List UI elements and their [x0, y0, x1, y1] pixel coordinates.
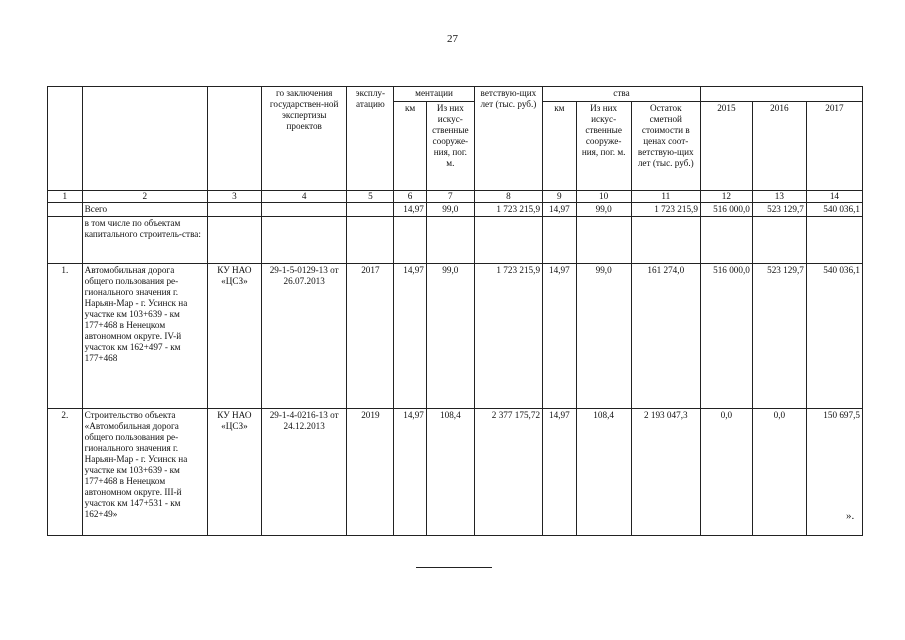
column-number: 3 — [207, 191, 261, 203]
cell-including-label: в том числе по объектам капитального строитель-ства: — [82, 217, 207, 264]
cell-empty — [700, 217, 752, 264]
cell-2016: 523 129,7 — [752, 264, 806, 409]
page-number: 27 — [447, 33, 458, 45]
cell-index: 2. — [48, 409, 83, 536]
cell-empty — [806, 217, 862, 264]
header-cost-by-years: ветствую-щих лет (тыс. руб.) — [474, 87, 542, 191]
cell-empty — [347, 217, 394, 264]
cell-empty — [207, 217, 261, 264]
column-number: 14 — [806, 191, 862, 203]
cell-object-name: Строительство объекта «Автомобильная дорога общего пользования ре-гионального значения г. Нарьян-Мар - г. Усинск на участке км 103+639 - км 177+468 в Ненецком автономном округе. III-й участок км 147+531 - км 162+49» — [82, 409, 207, 536]
cell-empty — [261, 217, 347, 264]
column-number: 6 — [394, 191, 427, 203]
cell-2015: 516 000,0 — [700, 264, 752, 409]
cell-empty — [394, 217, 427, 264]
header-km-build: км — [543, 102, 577, 191]
cell-2017: 150 697,5 — [806, 409, 862, 536]
header-remaining-cost: Остаток сметной стоимости в ценах соот-ветствую-щих лет (тыс. руб.) — [631, 102, 700, 191]
column-number: 12 — [700, 191, 752, 203]
cell-expertise: 29-1-5-0129-13 от 26.07.2013 — [261, 264, 347, 409]
column-number: 13 — [752, 191, 806, 203]
cell-2015: 516 000,0 — [700, 203, 752, 217]
column-number-row — [48, 191, 863, 203]
footer-divider — [416, 567, 492, 568]
cell-cost: 1 723 215,9 — [474, 264, 542, 409]
column-number: 1 — [48, 191, 83, 203]
header-years-group — [700, 87, 862, 102]
cell-remaining-cost: 2 193 047,3 — [631, 409, 700, 536]
cell-index — [48, 217, 83, 264]
cell-commissioning — [347, 203, 394, 217]
cell-index — [48, 203, 83, 217]
cell-cost: 1 723 215,9 — [474, 203, 542, 217]
header-expertise-conclusion: го заключения государствен-ной экспертизы проектов — [261, 87, 347, 191]
cell-object-name: Автомобильная дорога общего пользования ре-гионального значения г. Нарьян-Мар - г. Усинск на участке км 103+639 - км 177+468 в Ненецком автономном округе. IV-й участок км 162+497 - км 177+468 — [82, 264, 207, 409]
cell-remaining-cost: 161 274,0 — [631, 264, 700, 409]
cell-2017: 540 036,1 — [806, 264, 862, 409]
cell-customer: КУ НАО «ЦСЗ» — [207, 409, 261, 536]
cell-structures-build: 99,0 — [576, 203, 631, 217]
object-row-1 — [48, 264, 863, 409]
cell-empty — [543, 217, 577, 264]
including-row — [48, 217, 863, 264]
cell-2016: 0,0 — [752, 409, 806, 536]
header-cell-1 — [48, 87, 83, 191]
header-commissioning: эксплу-атацию — [347, 87, 394, 191]
column-number: 11 — [631, 191, 700, 203]
cell-structures-doc: 99,0 — [426, 203, 474, 217]
column-number: 7 — [426, 191, 474, 203]
column-number: 4 — [261, 191, 347, 203]
cell-structures-build: 108,4 — [576, 409, 631, 536]
column-number: 5 — [347, 191, 394, 203]
cell-2015: 0,0 — [700, 409, 752, 536]
header-year-2015: 2015 — [700, 102, 752, 191]
cell-structures-build: 99,0 — [576, 264, 631, 409]
cell-km-build: 14,97 — [543, 409, 577, 536]
cell-commissioning: 2019 — [347, 409, 394, 536]
cell-2016: 523 129,7 — [752, 203, 806, 217]
cell-km-build: 14,97 — [543, 203, 577, 217]
object-row-2 — [48, 409, 863, 536]
road-construction-table — [47, 86, 863, 536]
cell-structures-doc: 108,4 — [426, 409, 474, 536]
cell-cost: 2 377 175,72 — [474, 409, 542, 536]
cell-empty — [631, 217, 700, 264]
cell-index: 1. — [48, 264, 83, 409]
cell-object-name: Всего — [82, 203, 207, 217]
cell-expertise: 29-1-4-0216-13 от 24.12.2013 — [261, 409, 347, 536]
cell-customer: КУ НАО «ЦСЗ» — [207, 264, 261, 409]
cell-commissioning: 2017 — [347, 264, 394, 409]
header-km-doc: км — [394, 102, 427, 191]
header-structures-doc: Из них искус-ственные сооруже-ния, пог. м. — [426, 102, 474, 191]
cell-km-doc: 14,97 — [394, 264, 427, 409]
header-structures-build: Из них искус-ственные сооруже-ния, пог. м. — [576, 102, 631, 191]
column-number: 9 — [543, 191, 577, 203]
total-row — [48, 203, 863, 217]
header-row-1 — [48, 87, 863, 102]
header-documentation-group: ментации — [394, 87, 474, 102]
column-number: 2 — [82, 191, 207, 203]
cell-empty — [576, 217, 631, 264]
column-number: 10 — [576, 191, 631, 203]
cell-empty — [474, 217, 542, 264]
cell-empty — [426, 217, 474, 264]
cell-2017: 540 036,1 — [806, 203, 862, 217]
cell-empty — [752, 217, 806, 264]
closing-quote: ». — [846, 510, 855, 522]
column-number: 8 — [474, 191, 542, 203]
cell-remaining-cost: 1 723 215,9 — [631, 203, 700, 217]
cell-structures-doc: 99,0 — [426, 264, 474, 409]
header-year-2016: 2016 — [752, 102, 806, 191]
cell-km-build: 14,97 — [543, 264, 577, 409]
cell-km-doc: 14,97 — [394, 203, 427, 217]
cell-customer — [207, 203, 261, 217]
header-cell-3 — [207, 87, 261, 191]
header-year-2017: 2017 — [806, 102, 862, 191]
header-construction-group: ства — [543, 87, 701, 102]
cell-expertise — [261, 203, 347, 217]
header-cell-2 — [82, 87, 207, 191]
cell-km-doc: 14,97 — [394, 409, 427, 536]
